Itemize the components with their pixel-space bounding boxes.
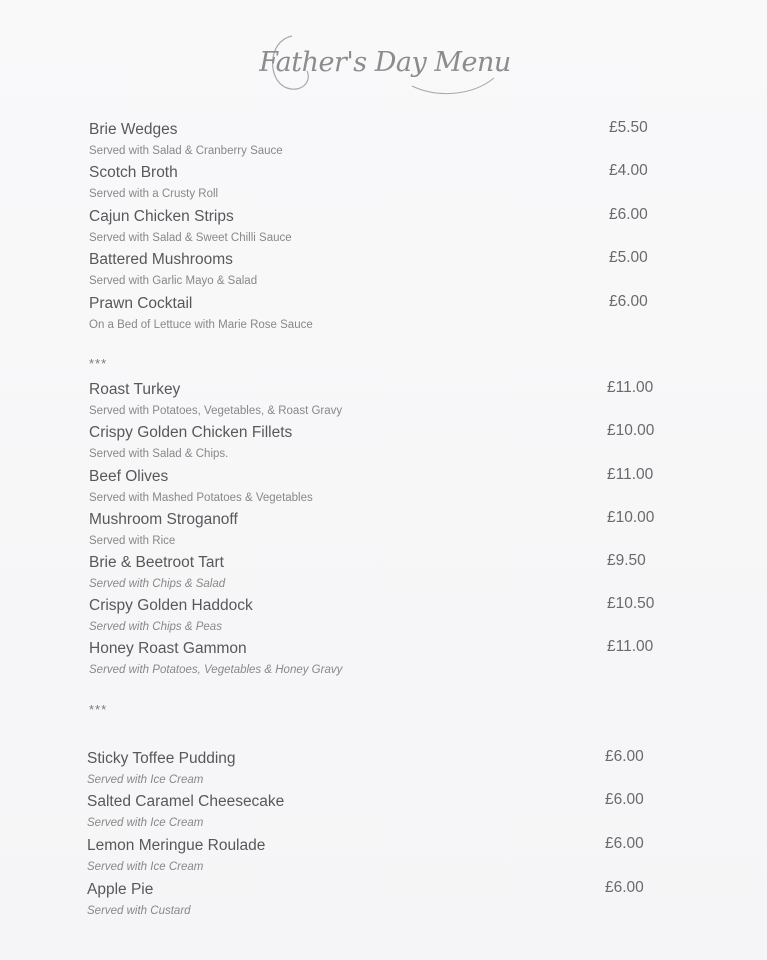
menu-item-description: Served with Custard (87, 905, 191, 917)
menu-item-name: Brie & Beetroot Tart (89, 554, 224, 571)
menu-item-name: Mushroom Stroganoff (89, 511, 238, 528)
menu-item-name: Cajun Chicken Strips (89, 208, 234, 225)
section-separator-1: *** (89, 356, 108, 371)
menu-item-price: £10.00 (607, 509, 655, 526)
menu-item-price: £6.00 (605, 791, 644, 808)
menu-item-name: Roast Turkey (89, 381, 181, 398)
menu-item-description: Served with Ice Cream (87, 774, 204, 786)
menu-item-price: £6.00 (605, 748, 644, 765)
menu-item-price: £6.00 (605, 879, 644, 896)
menu-item-description: Served with Potatoes, Vegetables, & Roast Gravy (89, 405, 343, 417)
menu-item-description: Served with Potatoes, Vegetables & Honey Gravy (89, 664, 343, 676)
menu-item-price: £6.00 (609, 293, 648, 310)
menu-item-description: Served with Salad & Sweet Chilli Sauce (89, 232, 292, 244)
menu-item-name: Salted Caramel Cheesecake (87, 793, 285, 810)
menu-item-price: £10.00 (607, 422, 655, 439)
menu-item-name: Battered Mushrooms (89, 251, 233, 268)
menu-item-price: £9.50 (607, 552, 646, 569)
section-separator-2: *** (89, 702, 108, 717)
menu-item-name: Honey Roast Gammon (89, 640, 247, 657)
menu-item-description: Served with Salad & Chips. (89, 448, 229, 460)
menu-item-description: Served with Chips & Salad (89, 578, 226, 590)
menu-item-description: Served with Ice Cream (87, 861, 204, 873)
menu-item-name: Lemon Meringue Roulade (87, 837, 266, 854)
menu-item-price: £11.00 (607, 466, 654, 483)
menu-item-description: Served with Chips & Peas (89, 621, 222, 633)
menu-item-description: Served with Rice (89, 535, 176, 547)
menu-item-description: On a Bed of Lettuce with Marie Rose Sauce (89, 319, 313, 331)
menu-item-name: Beef Olives (89, 468, 169, 485)
menu-item-price: £11.00 (607, 379, 654, 396)
menu-item-price: £6.00 (605, 835, 644, 852)
menu-item-description: Served with Mashed Potatoes & Vegetables (89, 492, 313, 504)
menu-item-description: Served with Salad & Cranberry Sauce (89, 145, 283, 157)
menu-item-name: Prawn Cocktail (89, 295, 193, 312)
menu-item-name: Apple Pie (87, 881, 154, 898)
menu-item-price: £5.00 (609, 249, 648, 266)
menu-item-name: Brie Wedges (89, 121, 178, 138)
menu-item-description: Served with Ice Cream (87, 817, 204, 829)
menu-item-price: £6.00 (609, 206, 648, 223)
menu-item-name: Sticky Toffee Pudding (87, 750, 236, 767)
menu-item-name: Crispy Golden Chicken Fillets (89, 424, 293, 441)
menu-item-description: Served with a Crusty Roll (89, 188, 219, 200)
menu-item-price: £4.00 (609, 162, 648, 179)
menu-title: Father's Day Menu (259, 47, 511, 78)
menu-item-price: £11.00 (607, 638, 654, 655)
menu-item-price: £5.50 (609, 119, 648, 136)
menu-item-name: Scotch Broth (89, 164, 178, 181)
menu-item-name: Crispy Golden Haddock (89, 597, 253, 614)
menu-item-price: £10.50 (607, 595, 655, 612)
menu-item-description: Served with Garlic Mayo & Salad (89, 275, 258, 287)
